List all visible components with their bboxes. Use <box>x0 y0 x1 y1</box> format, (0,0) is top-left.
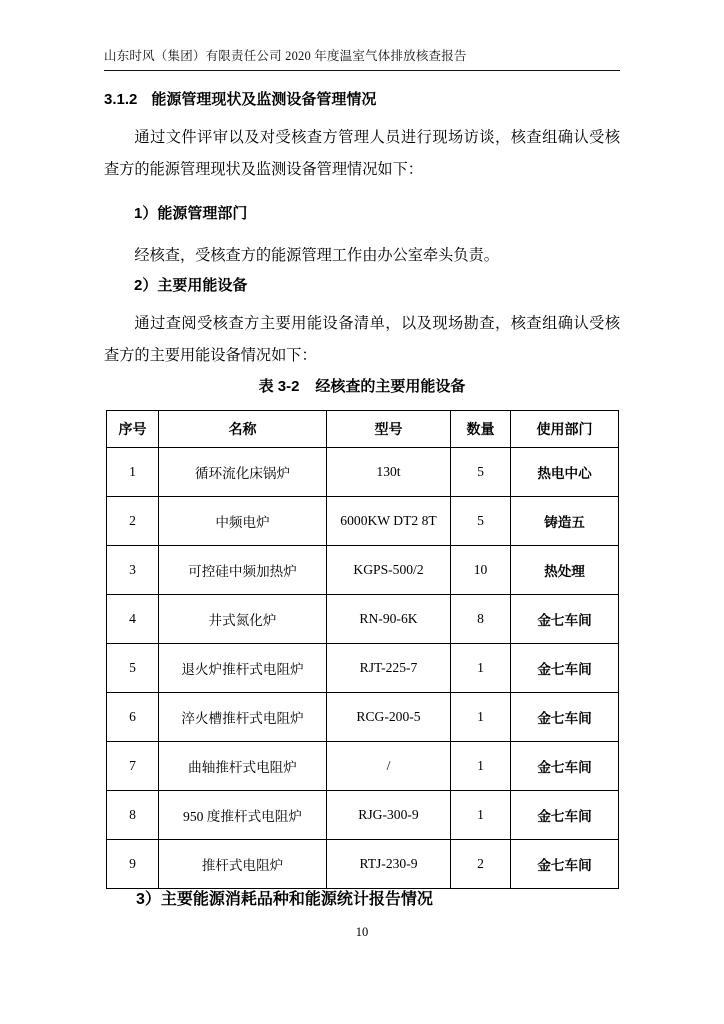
cell-name: 淬火槽推杆式电阻炉 <box>159 693 327 742</box>
cell-name: 中频电炉 <box>159 497 327 546</box>
cell-dept: 金七车间 <box>511 791 619 840</box>
cell-name: 井式氮化炉 <box>159 595 327 644</box>
page-number: 10 <box>355 925 369 939</box>
cell-seq: 5 <box>107 644 159 693</box>
subsection-heading-2: 2）主要用能设备 <box>134 277 248 294</box>
cell-qty: 1 <box>451 742 511 791</box>
cell-model: RJG-300-9 <box>327 791 451 840</box>
cell-dept: 热电中心 <box>511 448 619 497</box>
table-row <box>107 742 619 791</box>
cell-name: 950 度推杆式电阻炉 <box>159 791 327 840</box>
table-row <box>107 840 619 889</box>
cell-model: RN-90-6K <box>327 595 451 644</box>
cell-seq: 8 <box>107 791 159 840</box>
cell-dept: 热处理 <box>511 546 619 595</box>
table-header-row <box>107 411 619 448</box>
cell-qty: 1 <box>451 644 511 693</box>
cell-seq: 3 <box>107 546 159 595</box>
running-header: 山东时风（集团）有限责任公司 2020 年度温室气体排放核查报告 <box>104 49 467 63</box>
table-row <box>107 595 619 644</box>
cell-dept: 金七车间 <box>511 693 619 742</box>
cell-dept: 金七车间 <box>511 742 619 791</box>
cell-seq: 2 <box>107 497 159 546</box>
cell-name: 可控硅中频加热炉 <box>159 546 327 595</box>
cell-qty: 8 <box>451 595 511 644</box>
cell-qty: 2 <box>451 840 511 889</box>
cell-qty: 5 <box>451 448 511 497</box>
cell-name: 循环流化床锅炉 <box>159 448 327 497</box>
cell-seq: 6 <box>107 693 159 742</box>
cell-qty: 1 <box>451 791 511 840</box>
section-intro-paragraph: 通过文件评审以及对受核查方管理人员进行现场访谈，核查组确认受核查方的能源管理现状及监测设备管理情况如下： <box>104 129 620 178</box>
equipment-table <box>106 410 619 889</box>
cell-seq: 7 <box>107 742 159 791</box>
cell-qty: 1 <box>451 693 511 742</box>
cell-qty: 10 <box>451 546 511 595</box>
column-header-model: 型号 <box>327 411 451 448</box>
cell-dept: 金七车间 <box>511 644 619 693</box>
table-row <box>107 693 619 742</box>
cell-model: 6000KW DT2 8T <box>327 497 451 546</box>
table-row <box>107 546 619 595</box>
table-row <box>107 644 619 693</box>
section-number: 3.1.2 <box>104 91 138 108</box>
cell-name: 退火炉推杆式电阻炉 <box>159 644 327 693</box>
cell-model: RTJ-230-9 <box>327 840 451 889</box>
header-divider <box>104 70 620 71</box>
cell-name: 推杆式电阻炉 <box>159 840 327 889</box>
column-header-qty: 数量 <box>451 411 511 448</box>
section-title: 能源管理现状及监测设备管理情况 <box>151 91 377 108</box>
subsection-heading-1: 1）能源管理部门 <box>134 205 248 222</box>
cell-seq: 9 <box>107 840 159 889</box>
cell-model: RCG-200-5 <box>327 693 451 742</box>
column-header-dept: 使用部门 <box>511 411 619 448</box>
table-row <box>107 448 619 497</box>
subsection-heading-3: 3）主要能源消耗品种和能源统计报告情况 <box>136 891 433 908</box>
column-header-seq: 序号 <box>107 411 159 448</box>
table-caption <box>104 375 620 396</box>
subsection-paragraph-2: 通过查阅受核查方主要用能设备清单，以及现场勘查，核查组确认受核查方的主要用能设备情况如下： <box>104 315 620 364</box>
subsection-paragraph-1: 经核查，受核查方的能源管理工作由办公室牵头负责。 <box>134 247 499 264</box>
cell-model: KGPS-500/2 <box>327 546 451 595</box>
cell-dept: 金七车间 <box>511 840 619 889</box>
cell-qty: 5 <box>451 497 511 546</box>
cell-model: / <box>327 742 451 791</box>
cell-name: 曲轴推杆式电阻炉 <box>159 742 327 791</box>
table-row <box>107 497 619 546</box>
cell-seq: 4 <box>107 595 159 644</box>
section-heading <box>104 88 376 109</box>
cell-model: RJT-225-7 <box>327 644 451 693</box>
cell-model: 130t <box>327 448 451 497</box>
cell-dept: 铸造五 <box>511 497 619 546</box>
table-caption-text: 经核查的主要用能设备 <box>315 378 466 395</box>
column-header-name: 名称 <box>159 411 327 448</box>
cell-seq: 1 <box>107 448 159 497</box>
table-row <box>107 791 619 840</box>
page-content <box>104 0 620 1024</box>
cell-dept: 金七车间 <box>511 595 619 644</box>
table-caption-number: 表 3-2 <box>258 378 300 395</box>
